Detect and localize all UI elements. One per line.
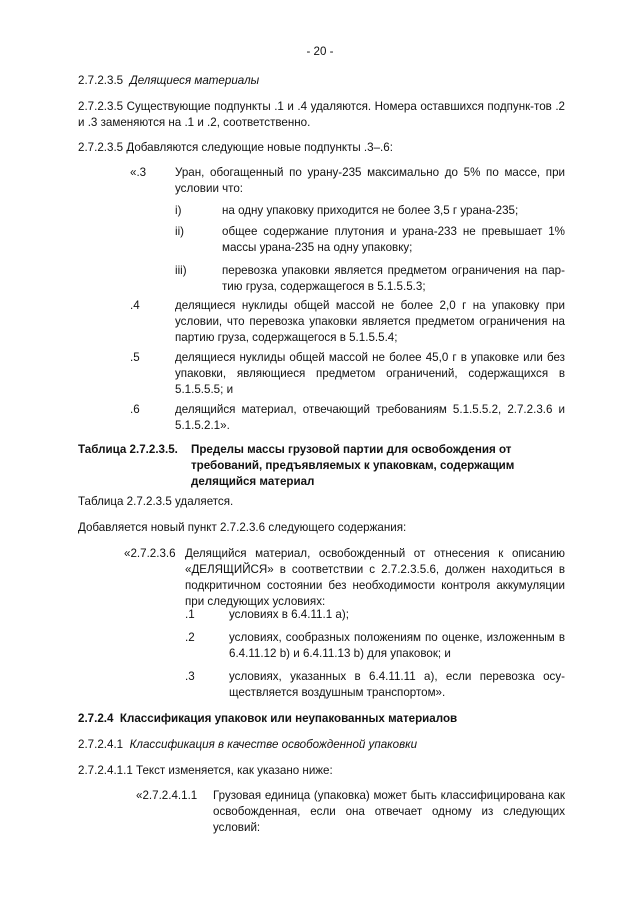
paragraph-new-point: Добавляется новый пункт 2.7.2.3.6 следующего содержания: (78, 521, 407, 534)
paragraph-text-changed: 2.7.2.4.1.1 Текст изменяется, как указано ниже: (78, 764, 333, 777)
paragraph-text: Делящийся материал, освобожденный от отнесения к описанию «ДЕЛЯЩИЙСЯ» в соответствии с 2.7.2.3.5.6, должен находиться в подкритичном состоянии без необходимости контроля аккумуляции при следующих условиях: (185, 547, 565, 608)
subitem-number: i) (175, 204, 182, 217)
table-label: Таблица 2.7.2.3.5. (78, 443, 178, 456)
paragraph-number: «2.7.2.4.1.1 (136, 789, 198, 802)
subitem-text: на одну упаковку приходится не более 3,5 г урана-235; (222, 204, 519, 217)
paragraph-number: «2.7.2.3.6 (124, 547, 176, 560)
item-number: .5 (130, 351, 140, 364)
section-title: Классификация в качестве освобожденной упаковки (129, 738, 418, 751)
section-number: 2.7.2.4.1 (78, 738, 124, 751)
section-heading-2.7.2.3.5 (78, 73, 259, 89)
subitem-number: iii) (175, 264, 187, 277)
item-number: .4 (130, 299, 140, 312)
section-heading-2.7.2.4.1 (78, 737, 417, 753)
table-title: Пределы массы грузовой партии для освобождения от требований, предъявляемых к упаковкам, содержащим делящийся материал (191, 443, 515, 488)
item-number: .6 (130, 403, 140, 416)
section-title: Классификация упаковок или неупакованных материалов (119, 712, 458, 725)
subitem-number: .3 (185, 670, 195, 683)
section-heading-2.7.2.4 (78, 711, 457, 727)
section-number: 2.7.2.3.5 (78, 74, 124, 87)
item-number: «.3 (130, 166, 147, 179)
subitem-number: .1 (185, 608, 195, 621)
subitem-text: общее содержание плутония и урана-233 не превышает 1% массы урана-235 на одну упаковку; (222, 225, 565, 254)
section-title: Делящиеся материалы (129, 74, 260, 87)
item-text: делящийся материал, отвечающий требованиям 5.1.5.5.2, 2.7.2.3.6 и 5.1.5.2.1». (175, 403, 565, 432)
subitem-text: перевозка упаковки является предметом ограничения на пар-тию груза, содержащегося в 5.1.5.5.3; (222, 264, 565, 293)
paragraph-table-deleted: Таблица 2.7.2.3.5 удаляется. (78, 495, 234, 508)
item-text: делящиеся нуклиды общей массой не более 45,0 г в упаковке или без упаковки, являющиеся предметом ограничений, содержащихся в 5.1.5.5.5; и (175, 351, 565, 396)
paragraph-deleted-subitems: 2.7.2.3.5 Существующие подпункты .1 и .4 удаляются. Номера оставшихся подпунк-тов .2 и .3 заменяются на .1 и .2, соответственно. (78, 100, 565, 129)
subitem-text: условиях, сообразных положениям по оценке, изложенным в 6.4.11.12 b) и 6.4.11.13 b) для упаковок; и (229, 631, 565, 660)
paragraph-text: Грузовая единица (упаковка) может быть классифицирована как освобожденная, если она отвечает одному из следующих условий: (213, 789, 565, 834)
paragraph-new-subitems: 2.7.2.3.5 Добавляются следующие новые подпункты .3–.6: (78, 141, 393, 154)
item-text: Уран, обогащенный по урану-235 максимально до 5% по массе, при условии что: (175, 166, 565, 195)
subitem-text: условиях, указанных в 6.4.11.11 a), если перевозка осу-ществляется воздушным транспортом». (229, 670, 565, 699)
subitem-number: ii) (175, 225, 185, 238)
subitem-text: условиях в 6.4.11.1 a); (229, 608, 349, 621)
page-number: - 20 - (306, 45, 334, 58)
item-text: делящиеся нуклиды общей массой не более 2,0 г на упаковку при условии, что перевозка упаковки является предметом ограничения на партию груза, содержащегося в 5.1.5.5.4; (175, 299, 565, 344)
subitem-number: .2 (185, 631, 195, 644)
section-number: 2.7.2.4 (78, 712, 114, 725)
